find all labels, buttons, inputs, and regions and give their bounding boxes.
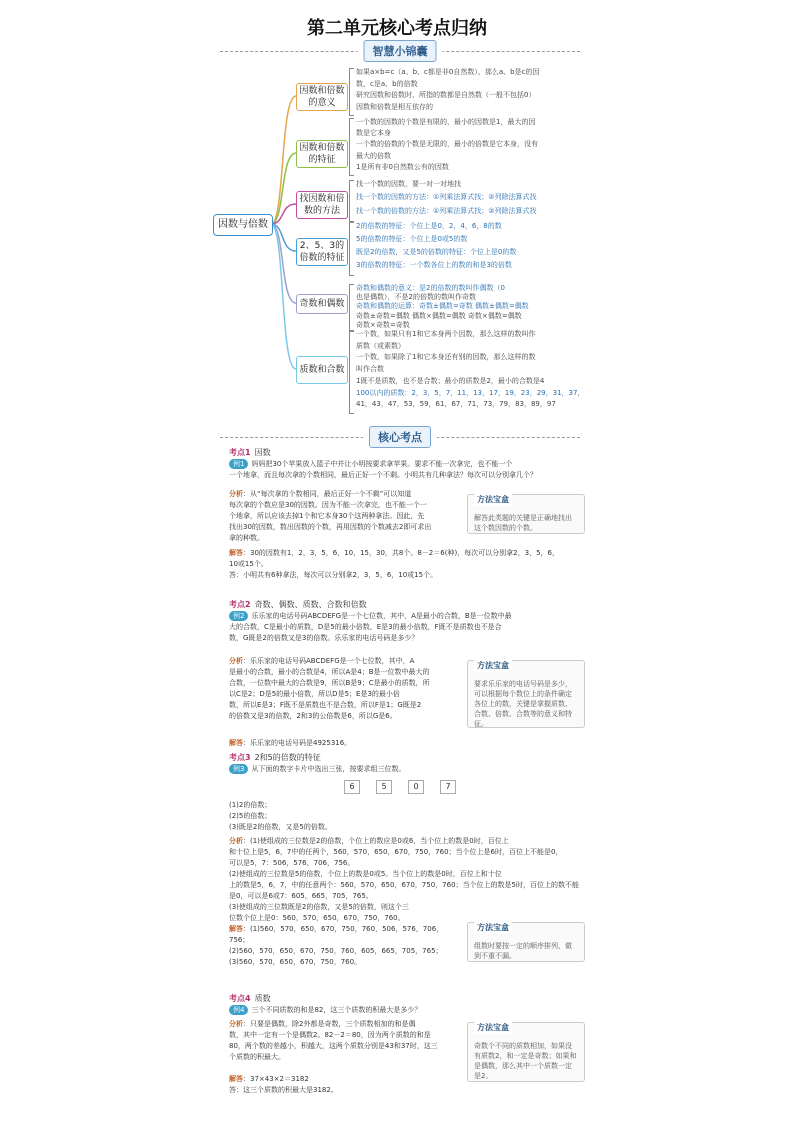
mindmap-leaf: 叫作合数 (356, 365, 384, 374)
mindmap-leaf: 100以内的质数：2，3，5，7，11，13，17，19，23，29，31，37， (356, 388, 584, 397)
mindmap-leaf: 研究因数和倍数时，所指的数都是自然数（一般不包括0） (356, 91, 536, 99)
mindmap-leaf: 3的倍数的特征：一个数各位上的数的和是3的倍数 (356, 261, 512, 269)
example-2-answer: 解答：乐乐家的电话号码是4925316。 (229, 739, 352, 747)
mindmap-category: 因数和倍数的特征 (296, 140, 348, 168)
mindmap-leaf: 一个数的倍数的个数是无限的，最小的倍数是它本身，没有 (356, 140, 538, 149)
digit-card: 5 (376, 780, 392, 794)
example-2: 例2 乐乐家的电话号码ABCDEFG是一个七位数，其中，A是最小的合数，B是一位数中最 大的合数，C是最小的质数，D是5的最小倍数，E是3的最小倍数，F既不是质数也不是合 数，G既是2的倍数又是3的倍数。乐乐家的电话号码是多少？ (229, 612, 512, 642)
kaodian-3: 考点3 2和5的倍数的特征 (229, 753, 321, 762)
method-box-2: 方法宝盒 要求乐乐家的电话号码是多少，可以根据每个数位上的条件确定各位上的数，关键是掌握质数、合数、倍数、合数等的意义和特征。 (467, 660, 585, 728)
kaodian-1: 考点1 因数 (229, 448, 271, 457)
mindmap-leaf: 也是偶数），不是2的倍数的数叫作奇数 (356, 293, 476, 302)
example-4-analysis: 分析：只要是偶数，除2外都是奇数，三个质数相加的和是偶 数，其中一定有一个是偶数2。82－2＝80，因为两个质数的和是 80，两个数的差越小，积越大，这两个质数分别是43和37时，这三 个质数的积最大。 (229, 1020, 438, 1061)
mindmap-leaf: 因数和倍数是相互依存的 (356, 102, 433, 111)
mindmap-leaf: 质数（或素数） (356, 341, 405, 350)
kaodian-4: 考点4 质数 (229, 994, 271, 1003)
mindmap-category: 质数和合数 (296, 356, 348, 384)
example-3-answer: 解答：(1)560，570，650，670，750，760，506，576，706，756； (2)560，570，650，670，750，760，605，665，705，765； (3)560，570，650，670，750，760。 (229, 925, 444, 966)
mindmap-bracket (349, 118, 354, 176)
mindmap-leaf: 一个数，如果只有1和它本身两个因数，那么这样的数叫作 (356, 330, 536, 338)
mindmap-bracket (349, 284, 354, 332)
mindmap-bracket (349, 330, 354, 414)
mindmap-leaf: 数，c是a、b的倍数 (356, 79, 418, 88)
mindmap-leaf: 如果a×b=c（a、b、c都是非0自然数），那么a、b是c的因 (356, 68, 540, 76)
mindmap-leaf: 奇数×奇数=奇数 (356, 320, 410, 329)
mindmap-leaf: 最大的倍数 (356, 151, 391, 160)
method-box-4: 方法宝盒 奇数个不同的质数相加，如果没有质数2，和一定是奇数；如果和是偶数，那么其中一个质数一定是2。 (467, 1022, 585, 1082)
example-3-analysis-3: (3)使组成的三位数既是2的倍数，又是5的倍数，则这个三 位数个位上是0：560，570，650，670，750，760。 (229, 903, 409, 922)
mindmap-leaf: 奇数和偶数的运算：奇数±偶数=奇数 偶数±偶数=偶数 (356, 302, 529, 311)
mindmap-category: 奇数和偶数 (296, 294, 348, 314)
digit-card: 6 (344, 780, 360, 794)
example-1-answer: 解答：30的因数有1，2，3，5，6，10，15，30，共8个。8－2＝6(种)，每次可以分别拿2，3，5，6， 10或15个。 答：小明共有6种拿法，每次可以分别拿2，3，5，6，10或15个。 (229, 549, 559, 579)
example-3-analysis: 分析：(1)使组成的三位数是2的倍数，个位上的数应是0或6，当个位上的数是0时，百位上 和十位上是5，6，7中的任两个，560，570，650，670，750，760；当个位上是6时，百位上不能是0， 可以是5，7：506，576，706，756。 (2)使组成的三位数是5的倍数，个位上的数是0或5。当个位上的数是0时，百位上和十位 上的数是5，6，7，中的任意两个：560，570，650，670，750，760；当个位上的数是5时，百位上的数不能 是0，可以是6或7：605，665，705，765。 (229, 837, 579, 900)
section-label: 核心考点 (369, 426, 431, 448)
mindmap-bracket (349, 180, 354, 222)
example-1: 例1 妈妈把30个苹果放入篮子中并让小明按要求拿苹果。要求不能一次拿完，也不能一个 一个地拿，而且每次拿的个数相同，最后正好一个不剩。小明共有几种拿法？每次可以分别拿几个？ (229, 460, 537, 479)
mindmap-leaf: 2的倍数的特征：个位上是0，2，4，6，8的数 (356, 222, 502, 230)
mindmap-connector (271, 224, 296, 369)
example-tag: 例3 (229, 764, 248, 774)
example-1-analysis: 分析：从“每次拿的个数相同，最后正好一个不剩”可以知道 每次拿的个数应是30的因数。因为不能一次拿完，也不能一个一 个地拿，所以应该去掉1个和它本身30个这两种拿法。因此，先 找出30的因数，数出因数的个数，再用因数的个数减去2即可求出 拿的种数。 (229, 490, 432, 542)
page-title: 第二单元核心考点归纳 (307, 18, 487, 39)
mindmap-leaf: 奇数和偶数的意义：是2的倍数的数叫作偶数（0 (356, 284, 505, 292)
mindmap-leaf: 1是所有非0自然数公有的因数 (356, 162, 449, 171)
mindmap-leaf: 找一个数的因数的方法：①列乘法算式找；②列除法算式找 (356, 193, 537, 202)
mindmap-leaf: 一个数的因数的个数是有限的，最小的因数是1，最大的因 (356, 118, 536, 126)
mindmap-category: 因数和倍数的意义 (296, 83, 348, 111)
method-box-3: 方法宝盒 组数时要按一定的顺序排列，做到不重不漏。 (467, 922, 585, 962)
mindmap-bracket (349, 68, 354, 116)
mindmap-leaf: 找一个数的因数，要一对一对地找 (356, 180, 461, 188)
mindmap-bracket (349, 222, 354, 276)
digit-card: 7 (440, 780, 456, 794)
example-3: 例3 从下面的数字卡片中选出三张，按要求组三位数。 (229, 764, 589, 775)
section-label: 智慧小锦囊 (364, 40, 437, 62)
digit-card: 0 (408, 780, 424, 794)
mindmap-leaf: 一个数，如果除了1和它本身还有别的因数，那么这样的数 (356, 353, 536, 362)
mindmap-root: 因数与倍数 (213, 214, 273, 236)
example-2-analysis: 分析：乐乐家的电话号码ABCDEFG是一个七位数，其中，A 是最小的合数，最小的合数是4，所以A是4；B是一位数中最大的 合数，一位数中最大的合数是9，所以B是9；C是最小的质数，所 以C是2；D是5的最小倍数，所以D是5；E是3的最小倍 数，所以E是3；F既不是质数也不是合数，所以F是1；G既是2 的倍数又是3的倍数，2和3的公倍数是6，所以G是6。 (229, 657, 430, 720)
mindmap-category: 找因数和倍数的方法 (296, 191, 348, 219)
mindmap-leaf: 找一个数的倍数的方法：①列乘法算式找；②列除法算式找 (356, 206, 537, 215)
method-box-1: 方法宝盒 解答此类题的关键是正确地找出这个数因数的个数。 (467, 494, 585, 534)
mindmap-leaf: 数是它本身 (356, 129, 391, 138)
digit-cards (340, 780, 460, 794)
example-tag: 例4 (229, 1005, 248, 1015)
mindmap-leaf: 5的倍数的特征：个位上是0或5的数 (356, 235, 468, 243)
kaodian-2: 考点2 奇数、偶数、质数、合数和倍数 (229, 600, 367, 609)
mindmap-connector (271, 224, 296, 303)
mindmap-leaf: 41，43，47，53，59，61，67，71，73，79，83，89，97 (356, 400, 556, 409)
mindmap-category: 2、5、3的倍数的特征 (296, 238, 348, 266)
section-header-core (220, 426, 580, 448)
example-tag: 例2 (229, 611, 248, 621)
example-4-answer: 解答：37×43×2＝3182 答：这三个质数的积最大是3182。 (229, 1075, 338, 1094)
example-3-subquestions: (1)2的倍数； (2)5的倍数； (3)既是2的倍数，又是5的倍数。 (229, 801, 332, 831)
example-tag: 例1 (229, 459, 248, 469)
mindmap-leaf: 1既不是质数，也不是合数；最小的质数是2，最小的合数是4 (356, 376, 545, 385)
mindmap-leaf: 奇数±奇数=偶数 偶数×偶数=偶数 奇数×偶数=偶数 (356, 311, 522, 320)
example-4: 例4 三个不同质数的和是82，这三个质数的积最大是多少？ (229, 1005, 589, 1016)
mindmap-leaf: 既是2的倍数，又是5的倍数的特征：个位上是0的数 (356, 248, 517, 256)
